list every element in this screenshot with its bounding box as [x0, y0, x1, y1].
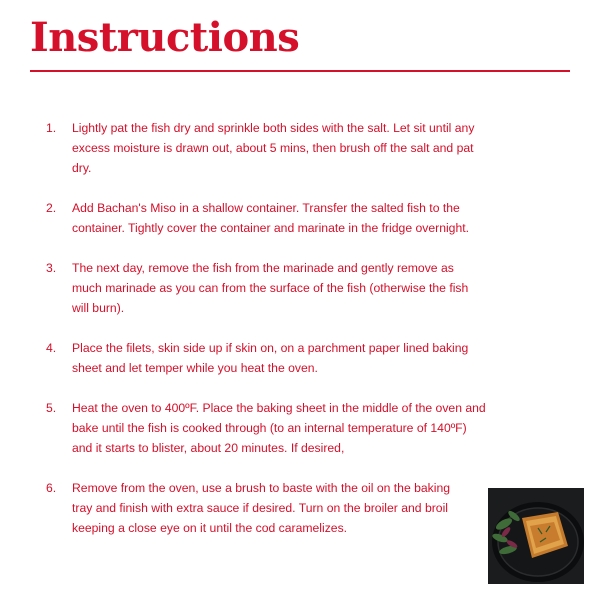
page-title: Instructions	[30, 14, 300, 61]
instruction-step	[46, 118, 486, 178]
step-text: Add Bachan's Miso in a shallow container. Transfer the salted fish to the container. Tightly cover the container and marinate in the fridge overnight.	[72, 201, 470, 235]
step-text: Remove from the oven, use a brush to baste with the oil on the baking tray and finish with extra sauce if desired. Turn on the broiler and broil keeping a close eye on it until the cod caramelizes.	[72, 481, 451, 535]
instruction-step	[46, 478, 452, 538]
step-number: 1.	[46, 121, 57, 135]
title-divider	[30, 70, 570, 72]
step-text: Heat the oven to 400ºF. Place the baking sheet in the middle of the oven and bake until the fish is cooked through (to an internal temperature of 140ºF) and it starts to blister, about 20 minutes. If desired,	[72, 401, 486, 455]
instruction-list	[46, 118, 486, 558]
step-number: 2.	[46, 201, 57, 215]
step-number: 5.	[46, 401, 57, 415]
step-number: 6.	[46, 481, 57, 495]
miso-cod-dish-image	[488, 488, 584, 584]
instruction-step	[46, 398, 486, 458]
step-text: Lightly pat the fish dry and sprinkle both sides with the salt. Let sit until any excess moisture is drawn out, about 5 mins, then brush off the salt and pat dry.	[72, 121, 475, 175]
step-number: 4.	[46, 341, 57, 355]
step-text: Place the filets, skin side up if skin on, on a parchment paper lined baking sheet and let temper while you heat the oven.	[72, 341, 469, 375]
step-number: 3.	[46, 261, 57, 275]
dish-photo	[488, 488, 584, 584]
instruction-step	[46, 338, 486, 378]
instruction-step	[46, 198, 486, 238]
instruction-step	[46, 258, 486, 318]
step-text: The next day, remove the fish from the marinade and gently remove as much marinade as you can from the surface of the fish (otherwise the fish will burn).	[72, 261, 469, 315]
